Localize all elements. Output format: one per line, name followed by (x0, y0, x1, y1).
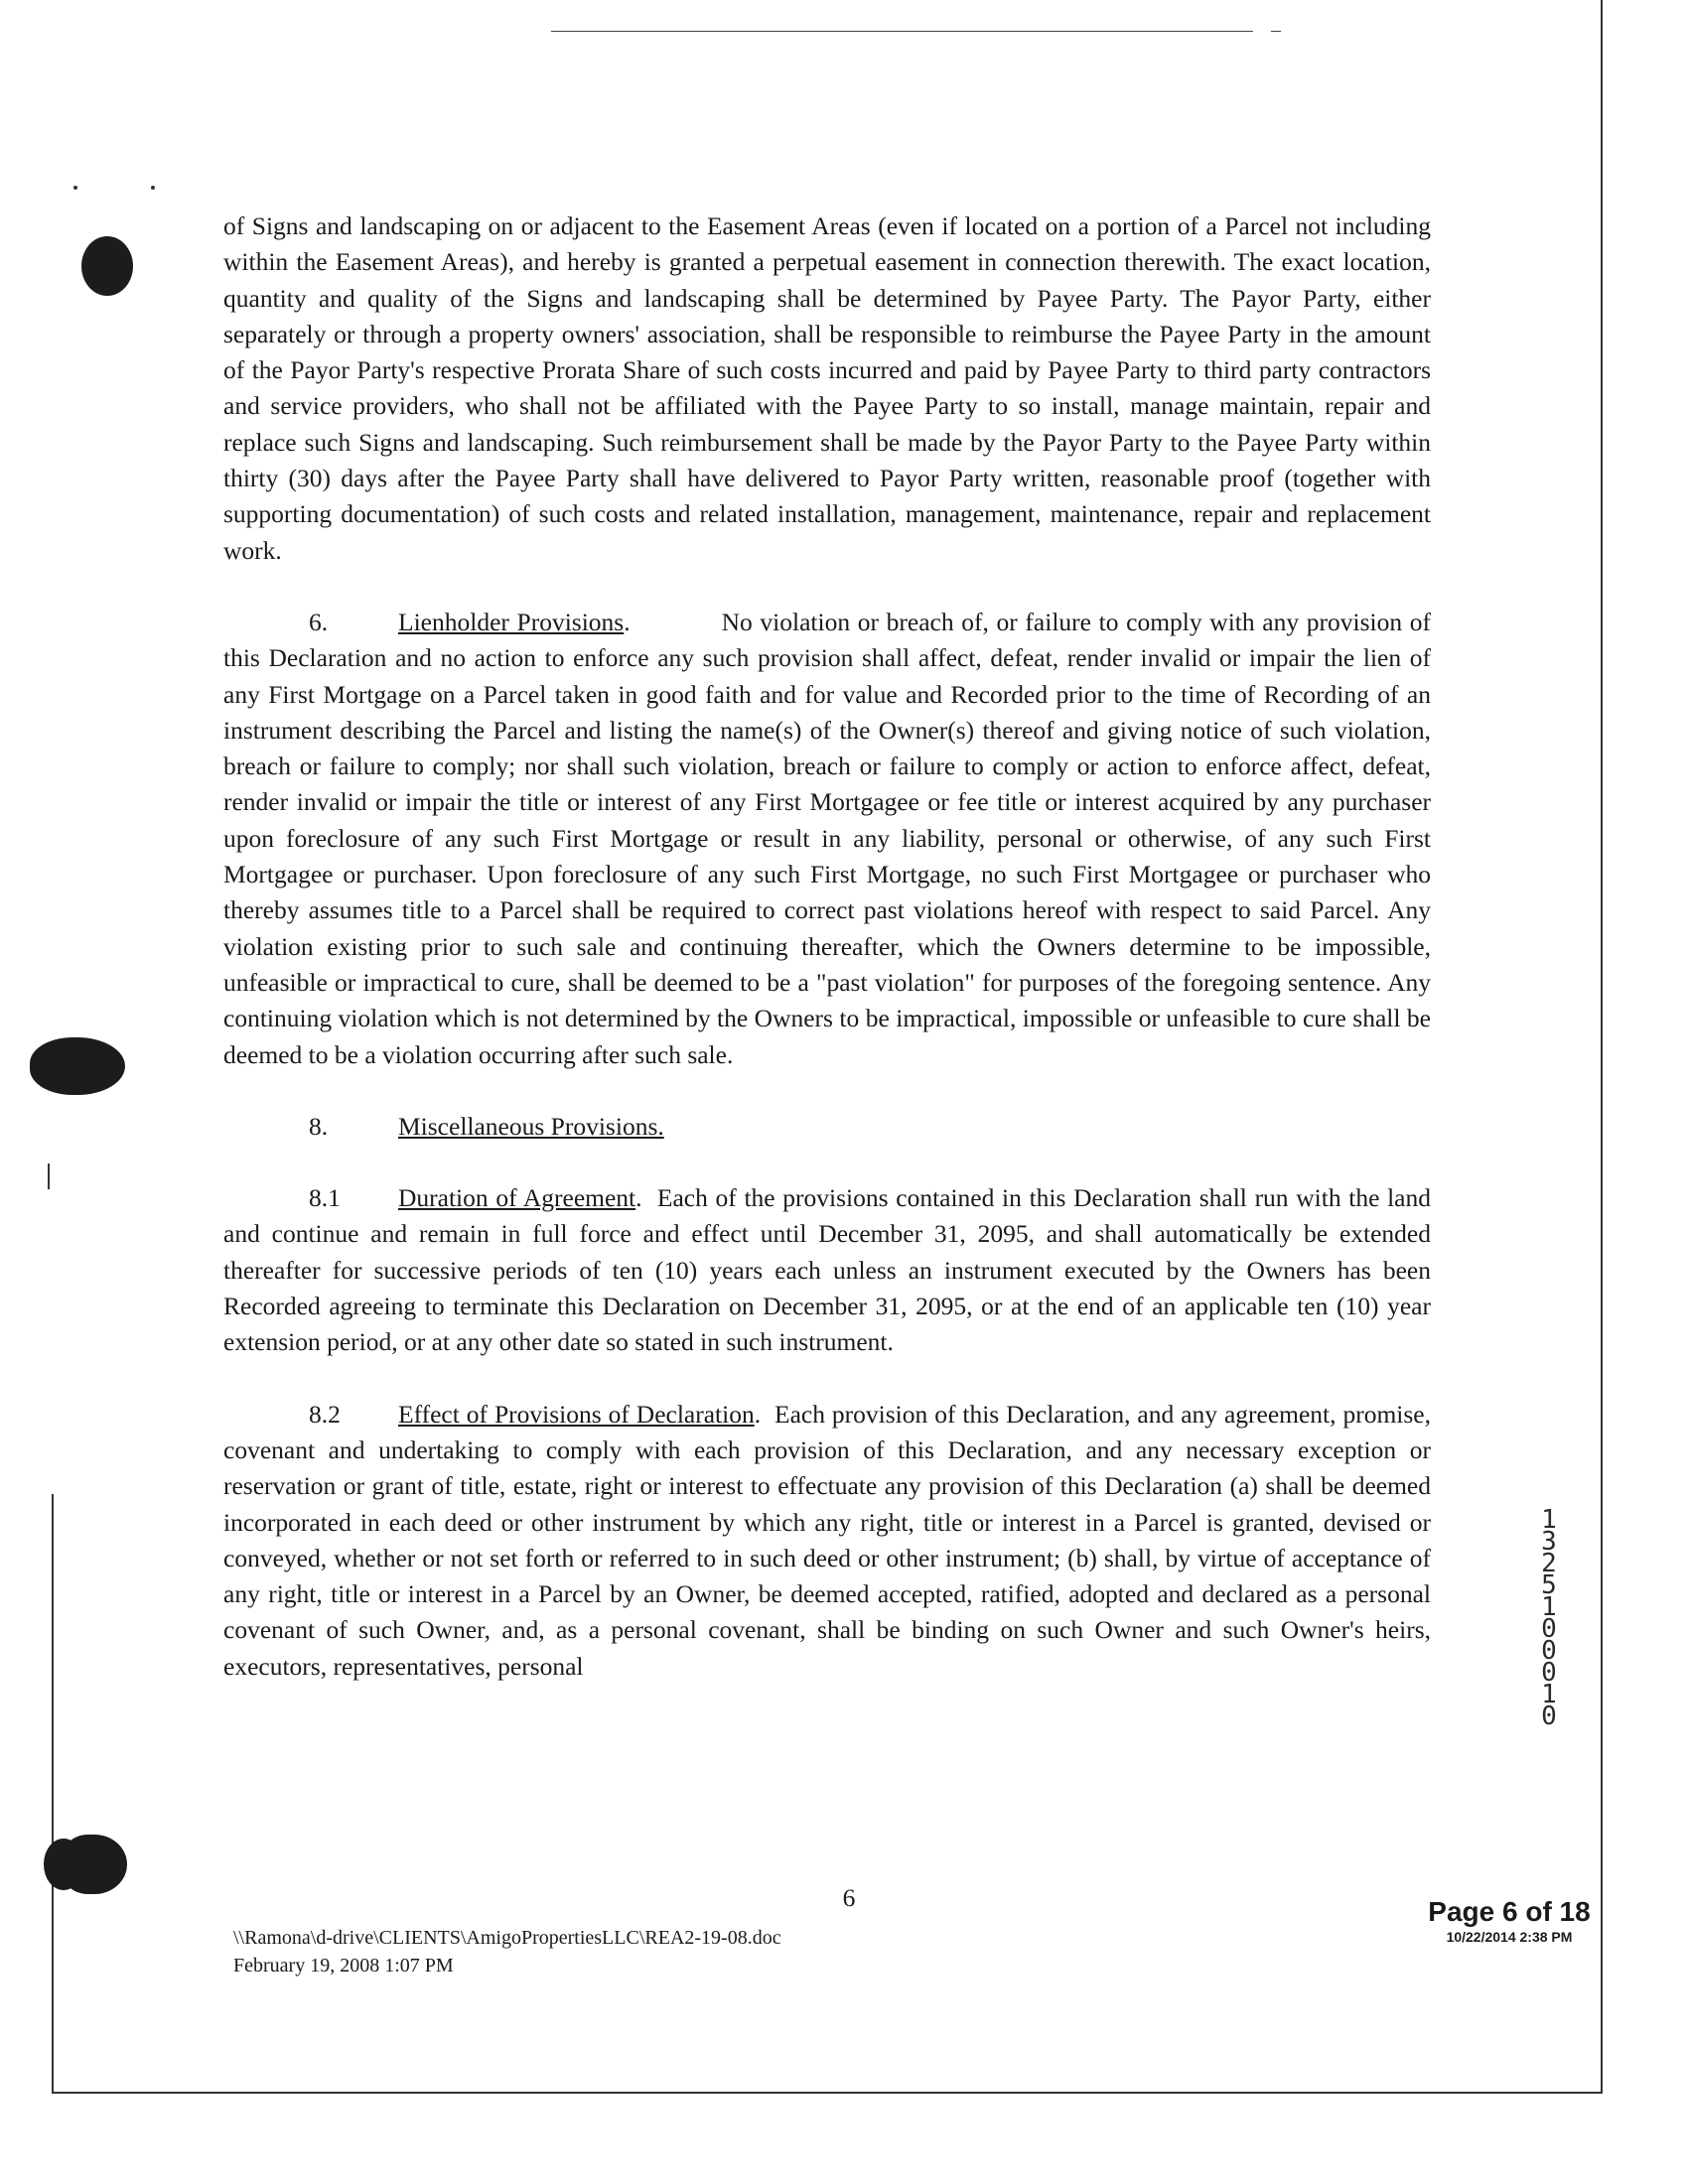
scan-top-line (551, 31, 1281, 32)
recorder-document-digit: 1 (1541, 1680, 1557, 1709)
recorder-document-digit: 0 (1541, 1702, 1557, 1731)
punch-hole-middle (30, 1037, 125, 1095)
section-8-2-effect: 8.2 Effect of Provisions of Declaration. Each provision of this Declaration, and any agreement, promise, covenant and undertaking to comply with each provision of this Declaration, and any necessary exception or reservation or grant of title, estate, right or interest to effectuate any provision of this Declaration (a) shall be deemed incorporated in each deed or other instrument by which any right, title or interest in a Parcel is granted, devised or conveyed, whether or not set forth or referred to in such deed or other instrument; (b) shall, by virtue of acceptance of any right, title or interest in a Parcel by an Owner, be deemed accepted, ratified, adopted and declared as a personal covenant of such Owner, and, as a personal covenant, shall be binding on such Owner and such Owner's heirs, executors, representatives, personal (223, 1397, 1431, 1685)
section-6-lienholder-provisions: 6. Lienholder Provisions. No violation or breach of, or failure to comply with any provision of this Declaration and no action to enforce any such provision shall affect, defeat, render invalid or impair the lien of any First Mortgage on a Parcel taken in good faith and for value and Recorded prior to the time of Recording of an instrument describing the Parcel and listing the name(s) of the Owner(s) thereof and giving notice of such violation, breach or failure to comply; nor shall such violation, breach or failure to comply or action to enforce affect, defeat, render invalid or impair the title or interest of any First Mortgagee or fee title or interest acquired by any purchaser upon foreclosure of any such First Mortgage or result in any liability, personal or otherwise, of any such First Mortgagee or purchaser. Upon foreclosure of any such First Mortgage, no such First Mortgagee or purchaser who thereby assumes title to a Parcel shall be required to correct past violations hereof with respect to said Parcel. Any violation existing prior to such sale and continuing thereafter, which the Owners determine to be impossible, unfeasible or impractical to cure, shall be deemed to be a "past violation" for purposes of the foregoing sentence. Any continuing violation which is not determined by the Owners to be impractical, impossible or unfeasible to cure shall be deemed to be a violation occurring after such sale. (223, 605, 1431, 1073)
paragraph-gap (223, 569, 1431, 605)
recorder-document-digit: 0 (1541, 1636, 1557, 1666)
section-8-1-title: Duration of Agreement (398, 1183, 636, 1213)
punch-hole-bottom-shadow (44, 1839, 83, 1890)
section-6-number: 6. (309, 607, 329, 636)
footer-page-number: 6 (842, 1883, 856, 1912)
scan-speck (151, 186, 155, 190)
recorder-document-number (1534, 1505, 1564, 1731)
section-6-title: Lienholder Provisions (398, 607, 625, 636)
scan-top-line-gap (1253, 31, 1271, 32)
scan-left-border (52, 1494, 54, 2093)
footer-file-path: \\Ramona\d-drive\CLIENTS\AmigoPropertiesLLC\REA2-19-08.doc (233, 1927, 781, 1949)
paragraph-gap (223, 1361, 1431, 1397)
recorder-document-digit: 0 (1541, 1658, 1557, 1688)
recorder-document-digit: 1 (1541, 1505, 1557, 1535)
paragraph-gap (223, 1145, 1431, 1180)
recorder-document-digit: 3 (1541, 1527, 1557, 1557)
recorder-document-digit: 2 (1541, 1549, 1557, 1578)
recorder-page-stamp (1400, 1896, 1618, 1946)
footer-file-date: February 19, 2008 1:07 PM (233, 1955, 454, 1977)
section-8-1-number: 8.1 (309, 1183, 341, 1213)
scan-bottom-border (52, 2092, 1603, 2094)
scan-right-border (1601, 0, 1603, 2093)
section-8-2-body: Each provision of this Declaration, and any agreement, promise, covenant and undertaking to comply with each provision of this Declaration, and any necessary exception or reservation or grant of title, estate, right or interest to effectuate any provision of this Declaration (a) shall be deemed incorporated in each deed or other instrument by which any right, title or interest in a Parcel is granted, devised or conveyed, whether or not set forth or referred to in such deed or other instrument; (b) shall, by virtue of acceptance of any right, title or interest in a Parcel by an Owner, be deemed accepted, ratified, adopted and declared as a personal covenant of such Owner, and, as a personal covenant, shall be binding on such Owner and such Owner's heirs, executors, representatives, personal (223, 1399, 1431, 1681)
document-body (223, 208, 1431, 1685)
recorder-document-digit: 0 (1541, 1614, 1557, 1644)
paragraph-gap (223, 1073, 1431, 1109)
section-6-body: No violation or breach of, or failure to comply with any provision of this Declaration and no action to enforce any such provision shall affect, defeat, render invalid or impair the lien of any First Mortgage on a Parcel taken in good faith and for value and Recorded prior to the time of Recording of an instrument describing the Parcel and listing the name(s) of the Owner(s) thereof and giving notice of such violation, breach or failure to comply; nor shall such violation, breach or failure to comply or action to enforce affect, defeat, render invalid or impair the title or interest of any First Mortgagee or fee title or interest acquired by any purchaser upon foreclosure of any such First Mortgage or result in any liability, personal or otherwise, of any such First Mortgagee or purchaser. Upon foreclosure of any such First Mortgage, no such First Mortgagee or purchaser who thereby assumes title to a Parcel shall be required to correct past violations hereof with respect to said Parcel. Any violation existing prior to such sale and continuing thereafter, which the Owners determine to be impossible, unfeasible or impractical to cure, shall be deemed to be a "past violation" for purposes of the foregoing sentence. Any continuing violation which is not determined by the Owners to be impractical, impossible or unfeasible to cure shall be deemed to be a violation occurring after such sale. (223, 607, 1431, 1069)
section-8-1-duration: 8.1 Duration of Agreement. Each of the provisions contained in this Declaration shall run with the land and continue and remain in full force and effect until December 31, 2095, and shall automatically be extended thereafter for successive periods of ten (10) years each unless an instrument executed by the Owners has been Recorded agreeing to terminate this Declaration on December 31, 2095, or at the end of an applicable ten (10) year extension period, or at any other date so stated in such instrument. (223, 1180, 1431, 1360)
scan-speck (73, 186, 77, 190)
section-8-1-body: Each of the provisions contained in this Declaration shall run with the land and continue and remain in full force and effect until December 31, 2095, and shall automatically be extended thereafter for successive periods of ten (10) years each unless an instrument executed by the Owners has been Recorded agreeing to terminate this Declaration on December 31, 2095, or at the end of an applicable ten (10) year extension period, or at any other date so stated in such instrument. (223, 1183, 1431, 1357)
section-8-2-title: Effect of Provisions of Declaration (398, 1399, 755, 1429)
section-8-2-number: 8.2 (309, 1399, 341, 1429)
recorder-timestamp: 10/22/2014 2:38 PM (1446, 1929, 1573, 1945)
recorder-document-digit: 1 (1541, 1592, 1557, 1622)
scan-left-tick (48, 1163, 50, 1189)
punch-hole-top (81, 236, 133, 296)
recorder-document-digit: 5 (1541, 1570, 1557, 1600)
paragraph-signs-continuation: of Signs and landscaping on or adjacent to the Easement Areas (even if located on a portion of a Parcel not including within the Easement Areas), and hereby is granted a perpetual easement in connection therewith. The exact location, quantity and quality of the Signs and landscaping shall be determined by Payee Party. The Payor Party, either separately or through a property owners' association, shall be responsible to reimburse the Payee Party in the amount of the Payor Party's respective Prorata Share of such costs incurred and paid by Payee Party to third party contractors and service providers, who shall not be affiliated with the Payee Party to so install, manage maintain, repair and replace such Signs and landscaping. Such reimbursement shall be made by the Payor Party to the Payee Party within thirty (30) days after the Payee Party shall have delivered to Payor Party written, reasonable proof (together with supporting documentation) of such costs and related installation, management, maintenance, repair and replacement work. (223, 211, 1431, 565)
section-8-title: Miscellaneous Provisions. (398, 1111, 664, 1141)
recorder-page-label: Page 6 of 18 (1428, 1896, 1591, 1927)
section-8-number: 8. (309, 1111, 329, 1141)
section-8-heading (223, 1109, 1431, 1145)
footer-file-info (233, 1924, 781, 1979)
